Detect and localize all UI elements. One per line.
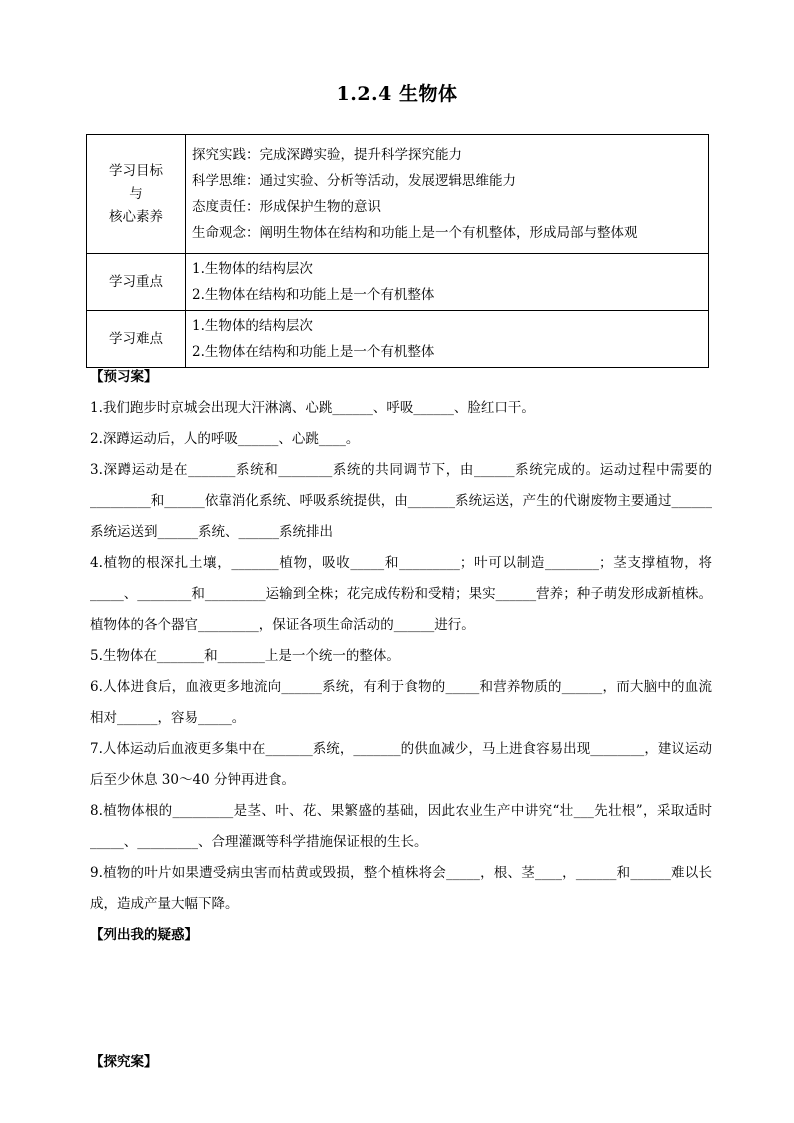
objectives-header-line: 学习目标: [109, 162, 163, 179]
objective-line: 科学思维：通过实验、分析等活动，发展逻辑思维能力: [192, 173, 516, 189]
preview-heading: 【预习案】: [90, 369, 158, 385]
objectives-header-line: 与: [129, 185, 143, 202]
objectives-content-cell: [186, 135, 709, 254]
preview-question: 4.植物的根深扎土壤，_______植物，吸收_____和_________；叶可以制造________；茎支撑植物，将_____、________和_________运输到全株；花完成传粉和受精；果实______营养；种子萌发形成新植株。植物体的各个器官_________，保证各项生命活动的______进行。: [90, 555, 712, 633]
doubts-writing-area: [90, 951, 712, 1047]
key-point-line: 1.生物体的结构层次: [192, 261, 313, 277]
objective-line: 探究实践：完成深蹲实验，提升科学探究能力: [192, 147, 462, 163]
objectives-table: [86, 134, 709, 368]
key-points-row: [87, 254, 709, 311]
objectives-row: [87, 135, 709, 254]
preview-question: 7.人体运动后血液更多集中在_______系统，_______的供血减少，马上进食容易出现________，建议运动后至少休息 30～40 分钟再进食。: [90, 741, 712, 788]
page-title: 1.2.4 生物体: [336, 83, 458, 105]
explore-heading: 【探究案】: [90, 1054, 158, 1070]
key-points-header-cell: 学习重点: [87, 254, 186, 311]
objectives-header-cell: [87, 135, 186, 254]
objectives-header-line: 核心素养: [109, 208, 163, 225]
preview-section: [90, 362, 712, 1078]
preview-question: 1.我们跑步时京城会出现大汗淋漓、心跳______、呼吸______、脸红口干。: [90, 400, 535, 416]
key-points-content-cell: [186, 254, 709, 311]
difficulties-content-cell: [186, 311, 709, 368]
difficulty-line: 1.生物体的结构层次: [192, 318, 313, 334]
doubts-heading: 【列出我的疑惑】: [90, 927, 198, 943]
preview-question: 2.深蹲运动后，人的呼吸______、心跳____。: [90, 431, 360, 447]
preview-question: 5.生物体在_______和_______上是一个统一的整体。: [90, 648, 400, 664]
objective-line: 态度责任：形成保护生物的意识: [192, 199, 381, 215]
difficulties-row: [87, 311, 709, 368]
difficulty-line: 2.生物体在结构和功能上是一个有机整体: [192, 344, 435, 360]
objective-line: 生命观念：阐明生物体在结构和功能上是一个有机整体，形成局部与整体观: [192, 225, 638, 241]
preview-question: 9.植物的叶片如果遭受病虫害而枯黄或毁损，整个植株将会_____，根、茎____，______和______难以长成，造成产量大幅下降。: [90, 865, 712, 912]
key-point-line: 2.生物体在结构和功能上是一个有机整体: [192, 287, 435, 303]
preview-question: 6.人体进食后，血液更多地流向______系统，有利于食物的_____和营养物质的______，而大脑中的血流相对______，容易_____。: [90, 679, 712, 726]
preview-question: 3.深蹲运动是在_______系统和________系统的共同调节下，由______系统完成的。运动过程中需要的_________和______依靠消化系统、呼吸系统提供，由_______系统运送，产生的代谢废物主要通过______系统运送到______系统、______系统排出: [90, 462, 712, 540]
preview-question: 8.植物体根的_________是茎、叶、花、果繁盛的基础，因此农业生产中讲究“壮___先壮根”，采取适时_____、_________、合理灌溉等科学措施保证根的生长。: [90, 803, 712, 850]
difficulties-header-cell: 学习难点: [87, 311, 186, 368]
